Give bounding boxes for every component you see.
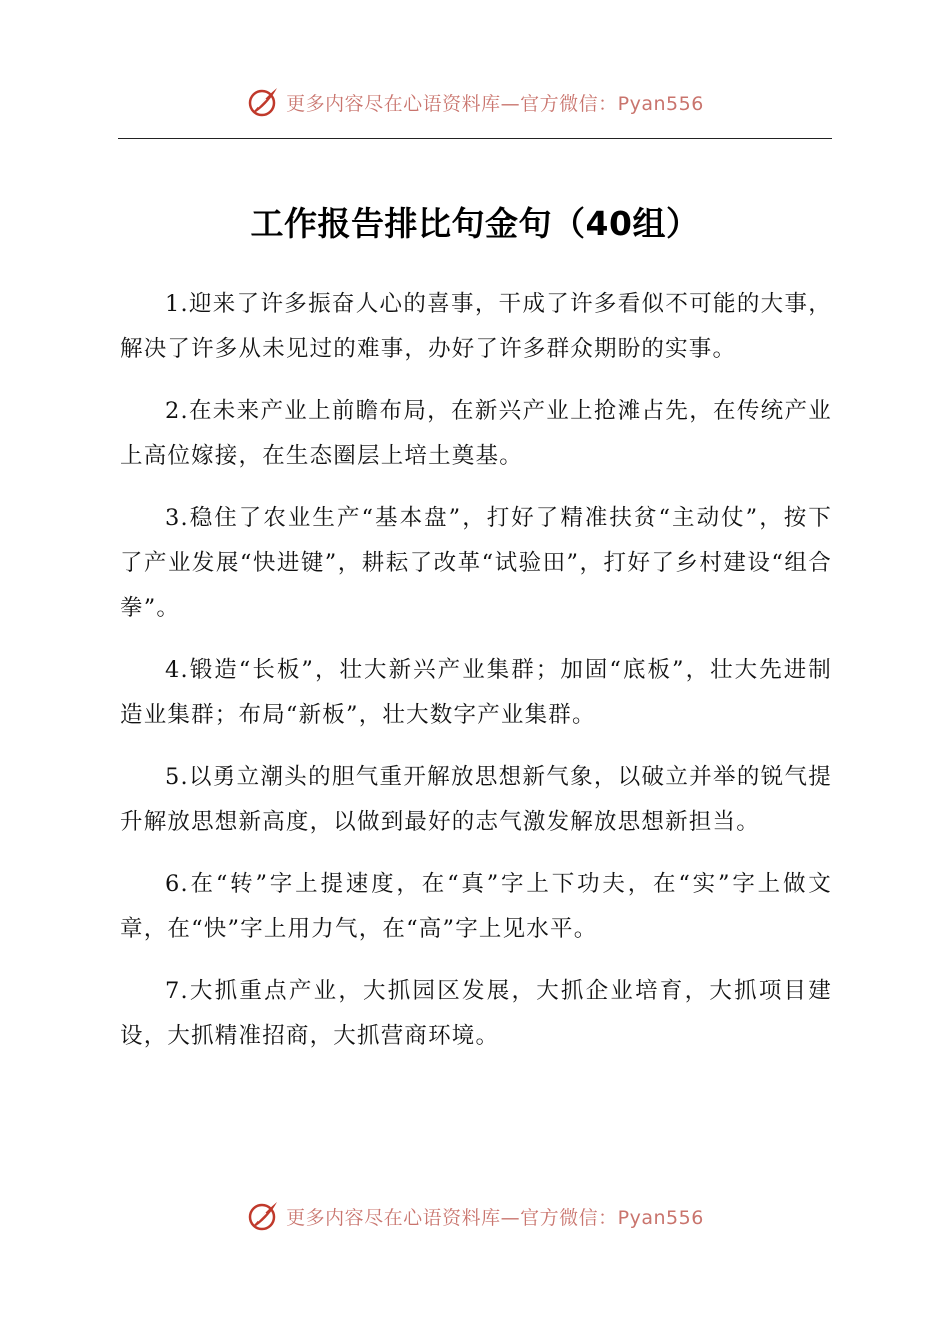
- paragraph-5: 5.以勇立潮头的胆气重开解放思想新气象，以破立并举的锐气提升解放思想新高度，以做到最好的志气激发解放思想新担当。: [120, 764, 832, 835]
- document-title: 工作报告排比句金句（40组）: [250, 204, 700, 243]
- document-body: [120, 282, 832, 1076]
- header-banner-text: 更多内容尽在心语资料库—官方微信：Pyan556: [286, 92, 704, 115]
- paragraph-3: 3.稳住了农业生产“基本盘”，打好了精准扶贫“主动仗”，按下了产业发展“快进键”，耕耘了改革“试验田”，打好了乡村建设“组合拳”。: [120, 505, 832, 621]
- paragraph-2: 2.在未来产业上前瞻布局，在新兴产业上抢滩占先，在传统产业上高位嫁接，在生态圈层上培土奠基。: [120, 398, 832, 469]
- paragraph-7: 7.大抓重点产业，大抓园区发展，大抓企业培育，大抓项目建设，大抓精准招商，大抓营商环境。: [120, 978, 832, 1049]
- quill-logo-icon: [246, 85, 280, 119]
- footer-banner: [0, 1196, 950, 1236]
- paragraph-6: 6.在“转”字上提速度，在“真”字上下功夫，在“实”字上做文章，在“快”字上用力气，在“高”字上见水平。: [120, 871, 832, 942]
- footer-banner-text: 更多内容尽在心语资料库—官方微信：Pyan556: [286, 1206, 704, 1229]
- header-divider: [118, 138, 832, 139]
- quill-logo-icon: [246, 1199, 280, 1233]
- paragraph-1: 1.迎来了许多振奋人心的喜事，干成了许多看似不可能的大事，解决了许多从未见过的难事，办好了许多群众期盼的实事。: [120, 291, 832, 362]
- header-banner: [0, 82, 950, 122]
- paragraph-4: 4.锻造“长板”，壮大新兴产业集群；加固“底板”，壮大先进制造业集群；布局“新板”，壮大数字产业集群。: [120, 657, 832, 728]
